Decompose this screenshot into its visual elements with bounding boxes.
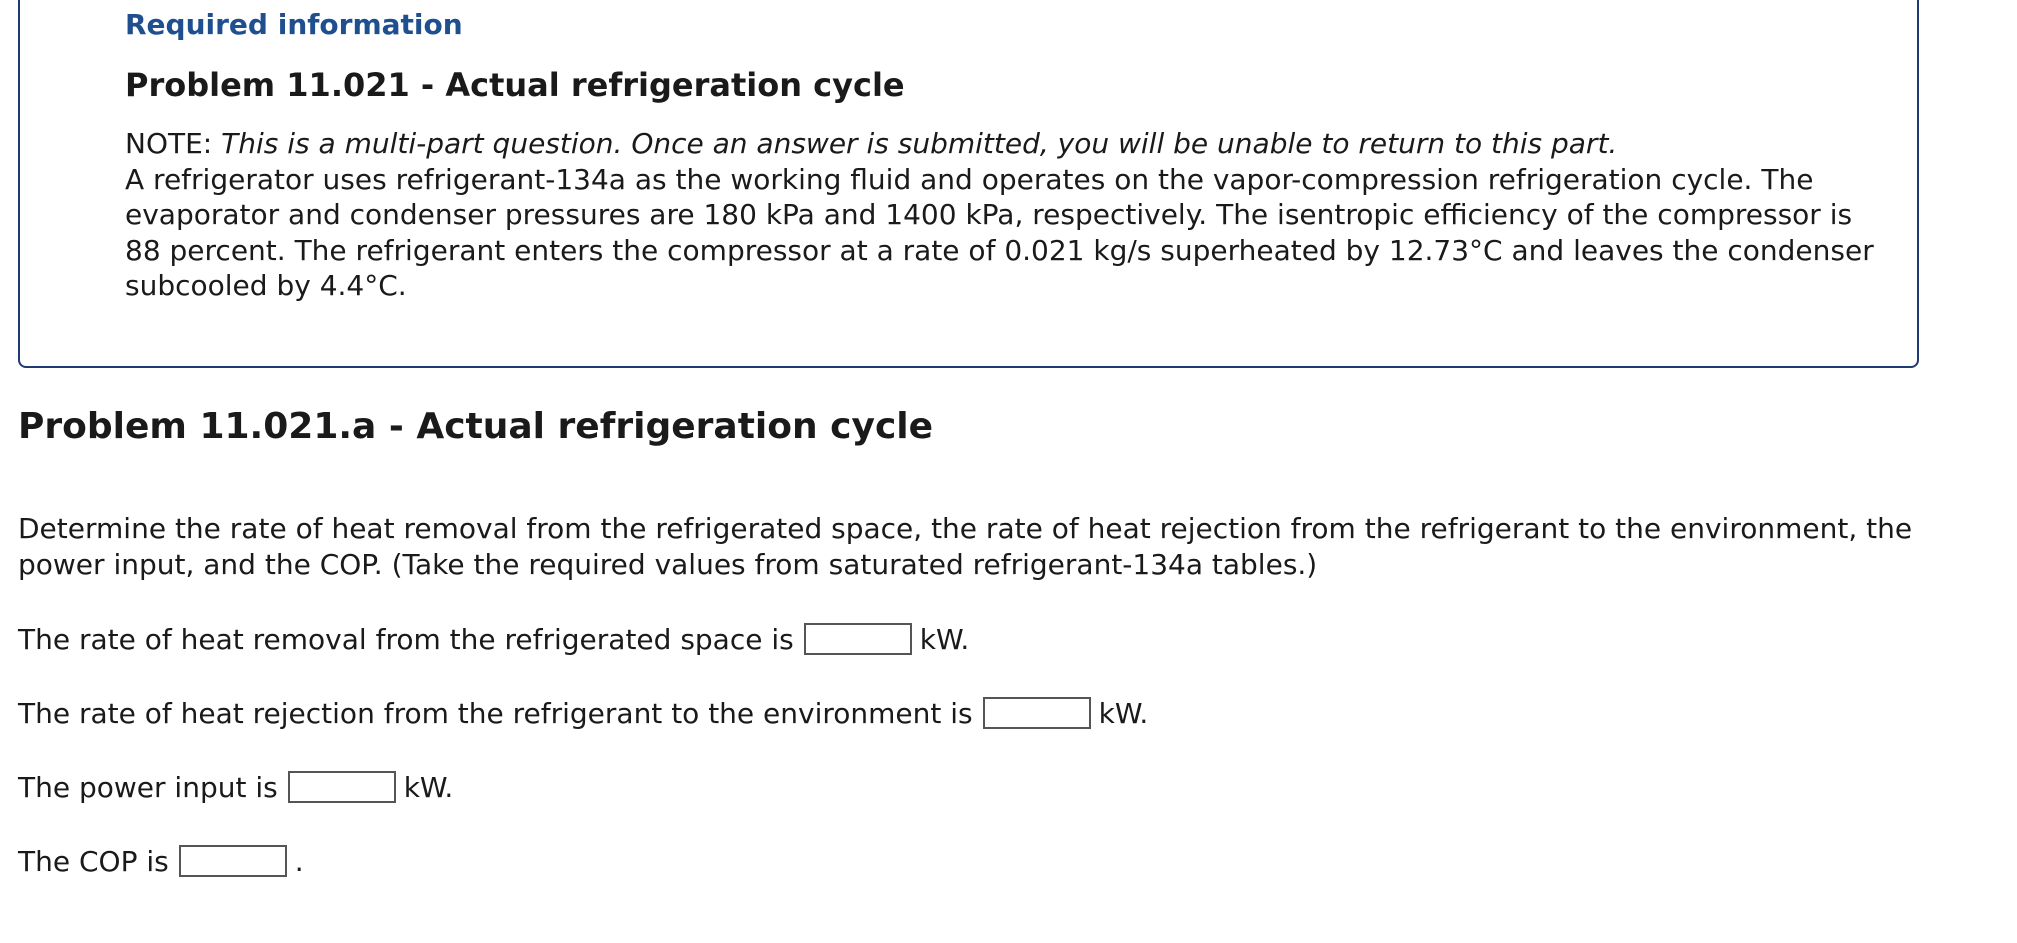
answer-row-heat-removal <box>18 619 969 659</box>
answer-prefix: The COP is <box>18 844 169 878</box>
problem-text: A refrigerator uses refrigerant-134a as the working fluid and operates on the vapor-compression refrigeration cycle. The evaporator and condenser pressures are 180 kPa and 1400 kPa, respectively. The isentropic efficiency of the compressor is 88 percent. The refrigerant enters the compressor at a rate of 0.021 kg/s superheated by 12.73°C and leaves the condenser subcooled by 4.4°C. <box>125 162 1874 302</box>
cop-input[interactable] <box>179 845 287 877</box>
answer-unit: kW. <box>1098 696 1149 730</box>
required-information-box <box>18 0 1919 368</box>
problem-statement <box>125 126 1885 304</box>
required-information-title: Required information <box>125 8 463 41</box>
answer-unit: kW. <box>919 622 970 656</box>
answer-row-cop <box>18 841 304 881</box>
note-text: This is a multi-part question. Once an answer is submitted, you will be unable to return to this part. <box>221 127 1618 160</box>
answer-prefix: The rate of heat rejection from the refrigerant to the environment is <box>18 696 973 730</box>
answer-row-power-input <box>18 767 453 807</box>
part-heading: Problem 11.021.a - Actual refrigeration cycle <box>18 406 934 447</box>
note-label: NOTE: <box>125 127 213 160</box>
answer-prefix: The power input is <box>18 770 278 804</box>
heat-removal-input[interactable] <box>804 623 912 655</box>
heat-rejection-input[interactable] <box>983 697 1091 729</box>
power-input-input[interactable] <box>288 771 396 803</box>
problem-heading: Problem 11.021 - Actual refrigeration cycle <box>125 66 905 104</box>
answer-prefix: The rate of heat removal from the refrigerated space is <box>18 622 794 656</box>
answer-unit: . <box>294 844 304 878</box>
answer-unit: kW. <box>403 770 454 804</box>
answer-row-heat-rejection <box>18 693 1148 733</box>
question-text: Determine the rate of heat removal from the refrigerated space, the rate of heat rejection from the refrigerant to the environment, the power input, and the COP. (Take the required values from saturated refrigerant-134a tables.) <box>18 512 1913 581</box>
